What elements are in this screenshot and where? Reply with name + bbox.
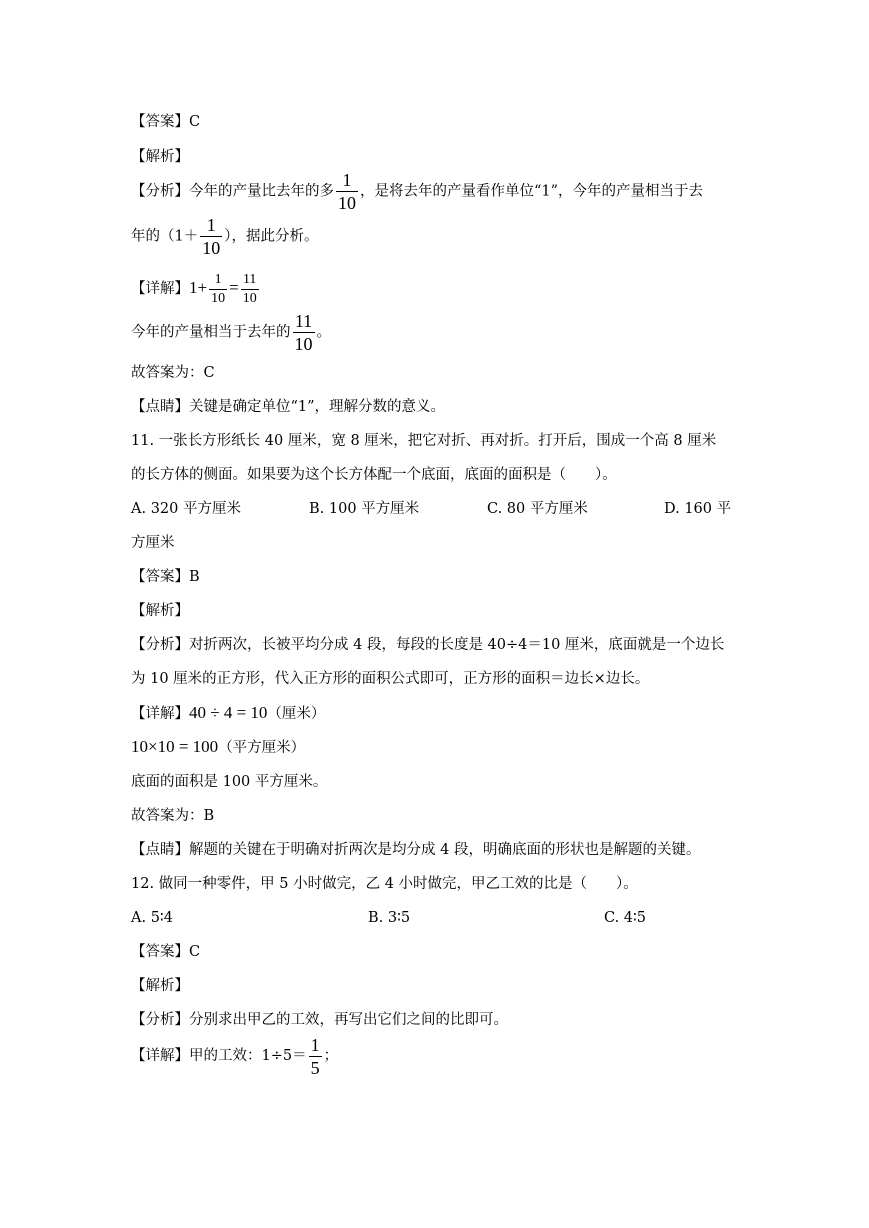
analysis-heading: 【解析】 — [131, 978, 189, 994]
answer-line: 【答案】C — [131, 114, 201, 130]
final-answer: 故答案为：C — [131, 365, 215, 381]
analysis-text-cont: 年的（1＋ $\frac{1}{10}$ ），据此分析。 — [131, 215, 319, 258]
option-d: D. 160 平 — [664, 501, 732, 517]
option-a: A. 5∶4 — [131, 910, 173, 926]
question-11-stem-cont: 的长方体的侧面。如果要为这个长方体配一个底面，底面的面积是（ ）。 — [131, 467, 617, 483]
final-answer: 故答案为：B — [131, 808, 215, 824]
answer-line: 【答案】C — [131, 944, 201, 960]
analysis-text: 【分析】分别求出甲乙的工效，再写出它们之间的比即可。 — [131, 1012, 508, 1028]
option-c: C. 4∶5 — [604, 910, 647, 926]
detail-calculation: 【详解】甲的工效：1÷5＝ $\frac{1}{5}$ ； — [131, 1034, 339, 1078]
detail-calculation: 【详解】1+ $\frac{1}{10}$ = $\frac{11}{10}$ — [131, 271, 257, 306]
result-line: 今年的产量相当于去年的 $\frac{11}{10}$ 。 — [131, 311, 331, 354]
option-b: B. 3∶5 — [368, 910, 411, 926]
option-b: B. 100 平方厘米 — [309, 501, 420, 517]
detail-calculation-2: 10×10 = 100（平方厘米） — [131, 737, 306, 756]
result-line: 底面的面积是 100 平方厘米。 — [131, 774, 328, 790]
analysis-heading: 【解析】 — [131, 603, 189, 619]
option-d-wrap: 方厘米 — [131, 535, 175, 551]
fraction: $\frac{1}{10}$ — [211, 271, 226, 306]
fraction: $\frac{11}{10}$ — [294, 311, 313, 354]
fraction: $\frac{1}{5}$ — [310, 1034, 320, 1078]
analysis-text: 【分析】对折两次，长被平均分成 4 段，每段的长度是 40÷4＝10 厘米，底面就是一个边长 — [131, 637, 725, 653]
option-a: A. 320 平方厘米 — [131, 501, 241, 517]
fraction: $\frac{11}{10}$ — [242, 271, 257, 306]
question-11-stem: 11. 一张长方形纸长 40 厘米，宽 8 厘米，把它对折、再对折。打开后，围成一个高 8 厘米 — [131, 433, 717, 449]
fraction: $\frac{1}{10}$ — [338, 170, 356, 213]
key-point: 【点睛】解题的关键在于明确对折两次是均分成 4 段，明确底面的形状也是解题的关键。 — [131, 842, 701, 858]
option-c: C. 80 平方厘米 — [487, 501, 588, 517]
question-12-stem: 12. 做同一种零件，甲 5 小时做完，乙 4 小时做完，甲乙工效的比是（ ）。 — [131, 876, 638, 892]
fraction: $\frac{1}{10}$ — [202, 215, 221, 258]
key-point: 【点睛】关键是确定单位“1”，理解分数的意义。 — [131, 399, 446, 415]
analysis-text: 【分析】今年的产量比去年的多 $\frac{1}{10}$ ，是将去年的产量看作单位“1”，今年的产量相当于去 — [131, 170, 704, 213]
analysis-heading: 【解析】 — [131, 149, 189, 165]
analysis-text-cont: 为 10 厘米的正方形，代入正方形的面积公式即可，正方形的面积＝边长×边长。 — [131, 671, 650, 687]
answer-line: 【答案】B — [131, 569, 200, 585]
detail-calculation: 【详解】40 ÷ 4 = 10（厘米） — [131, 703, 326, 722]
